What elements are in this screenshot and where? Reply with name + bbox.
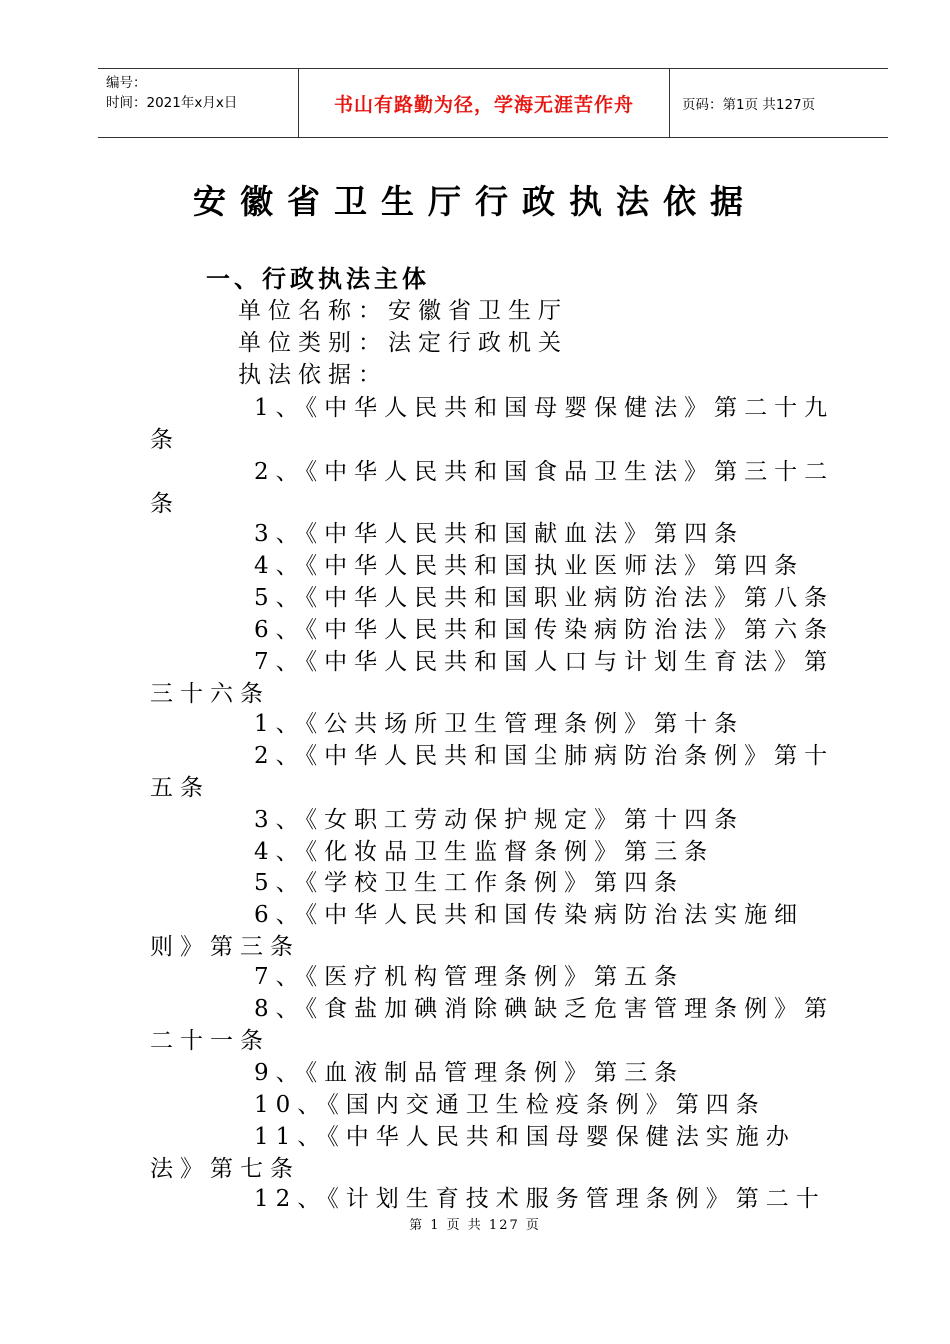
law-item: 6、《中华人民共和国传染病防治法》第六条 (254, 617, 835, 643)
page-info: 页码：第1页 共127页 (682, 97, 816, 113)
regulation-item: 1、《公共场所卫生管理条例》第十条 (254, 711, 745, 737)
regulation-item: 7、《医疗机构管理条例》第五条 (254, 964, 685, 990)
regulation-item-continued: 二十一条 (150, 1028, 270, 1054)
regulation-item: 3、《女职工劳动保护规定》第十四条 (254, 807, 745, 833)
date-label: 时间：2021年x月x日 (106, 95, 238, 111)
header-meta-cell (98, 69, 299, 137)
page-footer: 第 1 页 共 127 页 (409, 1218, 541, 1233)
law-item: 3、《中华人民共和国献血法》第四条 (254, 521, 745, 547)
regulation-item-continued: 五条 (150, 775, 210, 801)
law-item: 5、《中华人民共和国职业病防治法》第八条 (254, 585, 835, 611)
motto-text: 书山有路勤为径，学海无涯苦作舟 (333, 93, 634, 116)
regulation-item: 10、《国内交通卫生检疫条例》第四条 (254, 1092, 766, 1118)
law-item: 4、《中华人民共和国执业医师法》第四条 (254, 553, 805, 579)
law-item: 2、《中华人民共和国食品卫生法》第三十二 (254, 459, 835, 485)
number-label: 编号： (106, 75, 147, 91)
regulation-item: 2、《中华人民共和国尘肺病防治条例》第十 (254, 743, 835, 769)
regulation-item: 4、《化妆品卫生监督条例》第三条 (254, 839, 715, 865)
regulation-item-continued: 则》第三条 (150, 934, 300, 960)
regulation-item: 12、《计划生育技术服务管理条例》第二十 (254, 1186, 826, 1212)
header-motto-cell (299, 69, 670, 137)
law-item-continued: 条 (150, 427, 180, 453)
document-title: 安徽省卫生厅行政执法依据 (193, 182, 757, 221)
law-item: 1、《中华人民共和国母婴保健法》第二十九 (254, 395, 835, 421)
law-item-continued: 条 (150, 491, 180, 517)
regulation-item: 8、《食盐加碘消除碘缺乏危害管理条例》第 (254, 996, 835, 1022)
unit-type: 单位类别：法定行政机关 (238, 330, 568, 356)
regulation-item: 11、《中华人民共和国母婴保健法实施办 (254, 1124, 796, 1150)
law-item-continued: 三十六条 (150, 681, 270, 707)
regulation-item: 6、《中华人民共和国传染病防治法实施细 (254, 902, 805, 928)
unit-name: 单位名称：安徽省卫生厅 (238, 298, 568, 324)
regulation-item-continued: 法》第七条 (150, 1156, 300, 1182)
header-page-cell (670, 69, 888, 137)
regulation-item: 9、《血液制品管理条例》第三条 (254, 1060, 685, 1086)
section-heading: 一、行政执法主体 (206, 265, 430, 293)
document-header (98, 68, 888, 138)
basis-label: 执法依据： (238, 362, 388, 388)
regulation-item: 5、《学校卫生工作条例》第四条 (254, 870, 685, 896)
law-item: 7、《中华人民共和国人口与计划生育法》第 (254, 649, 835, 675)
